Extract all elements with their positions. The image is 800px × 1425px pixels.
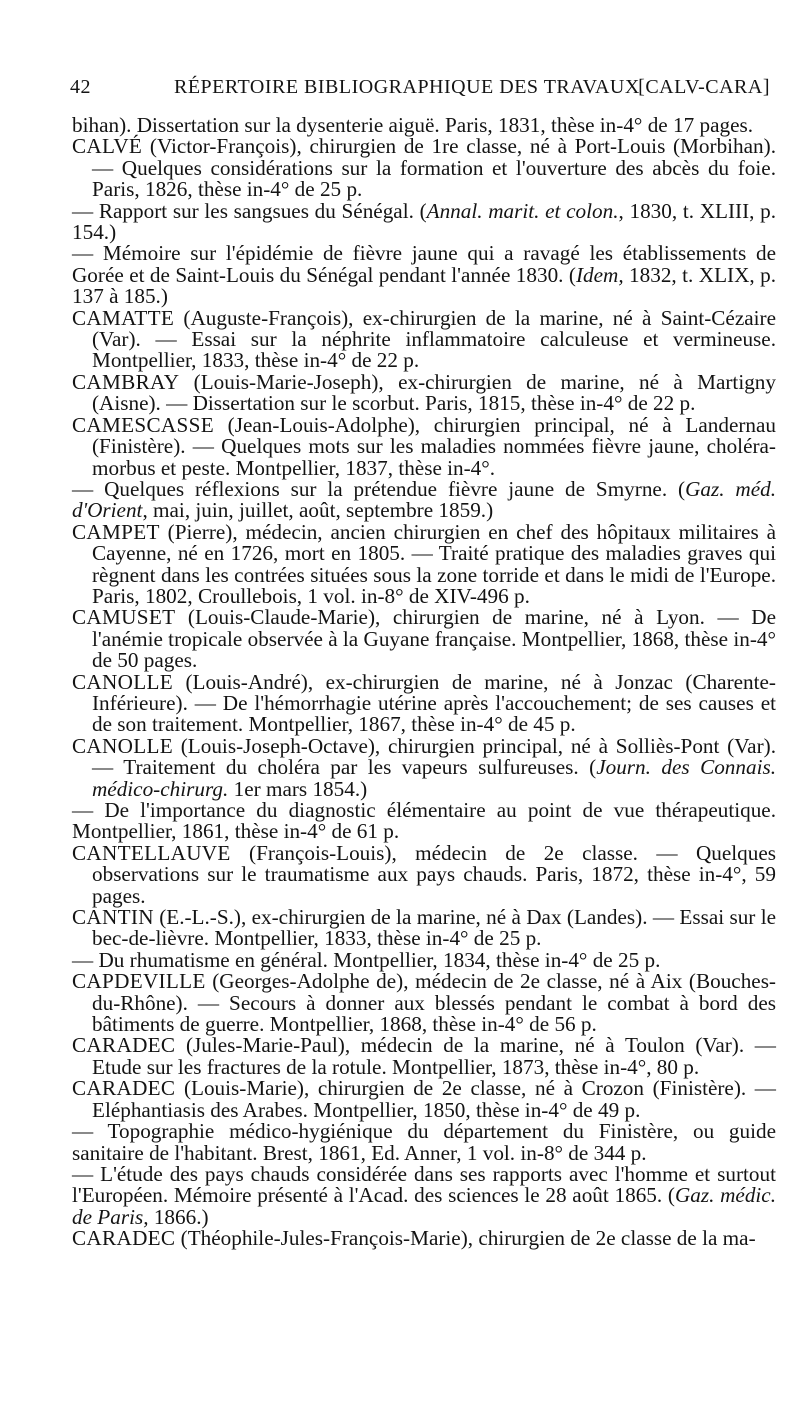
entry-text: (Louis-Marie-Joseph), ex-chirurgien de marine, né à Martigny (Aisne). — Dissertation sur le scorbut. Paris, 1815, thèse in-4° de 22 p. — [92, 369, 776, 416]
entry-text: (Louis-Marie), chirurgien de 2e classe, né à Crozon (Finistère). — Eléphantiasis des Arabes. Montpellier, 1850, thèse in-4° de 49 p. — [92, 1076, 776, 1122]
entries-list — [72, 115, 776, 1250]
entry-text: — De l'importance du diagnostic élémentaire au point de vue thérapeutique. Montpellier, 1861, thèse in-4° de 61 p. — [72, 798, 776, 844]
entry-text: (Théophile-Jules-François-Marie), chirurgien de 2e classe de la ma- — [175, 1226, 756, 1251]
entry-text: (Auguste-François), ex-chirurgien de la marine, né à Saint-Cézaire (Var). — Essai sur la néphrite inflammatoire calculeuse et vermineuse. Montpellier, 1833, thèse in-4° de 22 p. — [92, 305, 776, 373]
bibliography-entry — [72, 412, 776, 480]
sub-entry — [72, 800, 776, 843]
author-name: CANTELLAUVE — [72, 840, 231, 865]
entry-text: — Rapport sur les sangsues du Sénégal. ( — [72, 198, 427, 223]
author-name: CAMBRAY — [72, 369, 180, 394]
entry-text: — Topographie médico-hygiénique du département du Finistère, ou guide sanitaire de l'habitant. Brest, 1861, Ed. Anner, 1 vol. in-8° de 344 p. — [72, 1119, 776, 1165]
entry-text: (E.-L.-S.), ex-chirurgien de la marine, né à Dax (Landes). — Essai sur le bec-de-lièvre. Montpellier, 1833, thèse in-4° de 25 p. — [92, 905, 776, 951]
author-name: CAMUSET — [72, 605, 176, 630]
header-title: RÉPERTOIRE BIBLIOGRAPHIQUE DES TRAVAUX — [174, 76, 640, 98]
entry-text: (François-Louis), médecin de 2e classe. — Quelques observations sur le traumatisme aux pays chauds. Paris, 1872, thèse in-4°, 59 pages. — [92, 840, 776, 908]
journal-title: Gaz. méd. d'Orient — [72, 476, 776, 523]
author-name: CALVÉ — [72, 134, 143, 159]
author-name: CARADEC — [72, 1076, 176, 1101]
entry-text: (Louis-André), ex-chirurgien de marine, né à Jonzac (Charente-Inférieure). — De l'hémorrhagie utérine après l'accouchement; de ses causes et de son traitement. Montpellier, 1867, thèse in-4° de 45 p. — [92, 669, 776, 737]
sub-entry — [72, 1161, 776, 1229]
sub-entry — [72, 947, 776, 972]
bibliography-entry — [72, 607, 776, 671]
journal-title: Gaz. médic. de Paris, — [72, 1183, 776, 1229]
entry-text: — Quelques réflexions sur la prétendue fièvre jaune de Smyrne. ( — [72, 476, 686, 501]
page-number: 42 — [70, 76, 91, 98]
entry-text: — Mémoire sur l'épidémie de fièvre jaune qui a ravagé les établissements de Gorée et de Saint-Louis du Sénégal pendant l'année 1830. ( — [72, 241, 776, 287]
author-name: CAPDEVILLE — [72, 969, 206, 994]
journal-title: Idem, — [575, 262, 624, 287]
entry-text: — Du rhumatisme en général. Montpellier, 1834, thèse in-4° de 25 p. — [72, 947, 661, 972]
bibliography-entry — [72, 369, 776, 416]
entry-text-tail: 1832, t. XLIX, p. 137 à 185.) — [72, 262, 776, 309]
entry-text: (Victor-François), chirurgien de 1re classe, né à Port-Louis (Morbihan). — Quelques considérations sur la formation et l'ouverture des abcès du foie. Paris, 1826, thèse in-4° de 25 p. — [92, 134, 776, 202]
sub-entry — [72, 1121, 776, 1164]
bibliography-entry — [72, 733, 777, 801]
entry-text-tail: 1er mars 1854.) — [228, 776, 368, 801]
journal-title: Journ. des Connais. médico-chirurg. — [92, 755, 777, 801]
entry-text: (Louis-Claude-Marie), chirurgien de marine, né à Lyon. — De l'anémie tropicale observée à la Guyane française. Montpellier, 1868, thèse in-4° de 50 pages. — [92, 605, 776, 673]
bibliography-entry — [72, 136, 776, 200]
bibliography-entry — [72, 907, 776, 950]
entry-text: — L'étude des pays chauds considérée dans ses rapports avec l'homme et surtout l'Européen. Mémoire présenté à l'Acad. des sciences le 28 août 1865. ( — [72, 1161, 776, 1208]
author-name: CANOLLE — [72, 733, 173, 758]
author-name: CANOLLE — [72, 669, 173, 694]
journal-title: Annal. marit. et colon. — [426, 198, 619, 223]
bibliography-entry — [72, 1035, 776, 1078]
author-name: CAMATTE — [72, 305, 175, 330]
author-name: CARADEC — [72, 1226, 176, 1251]
entry-text: (Georges-Adolphe de), médecin de 2e classe, né à Aix (Bouches-du-Rhône). — Secours à donner aux blessés pendant le combat à bord des bâtiments de guerre. Montpellier, 1868, thèse in-4° de 56 p. — [92, 969, 776, 1037]
bibliography-entry — [72, 1228, 776, 1249]
entry-text: (Jean-Louis-Adolphe), chirurgien principal, né à Landernau (Finistère). — Quelques mots sur les maladies nommées fièvre jaune, choléra-morbus et peste. Montpellier, 1837, thèse in-4°. — [92, 412, 776, 480]
entry-text: bihan). Dissertation sur la dysenterie aiguë. Paris, 1831, thèse in-4° de 17 pages. — [72, 113, 754, 137]
bibliography-entry — [72, 840, 776, 908]
sub-entry — [72, 243, 776, 307]
bibliography-entry — [72, 669, 776, 737]
sub-entry — [72, 476, 776, 523]
author-name: CAMESCASSE — [72, 412, 214, 437]
continued-entry — [72, 115, 776, 136]
bibliography-entry — [72, 971, 776, 1035]
bibliography-entry — [72, 1078, 776, 1121]
author-name: CARADEC — [72, 1033, 176, 1058]
entry-text-tail: , 1830, t. XLIII, p. 154.) — [72, 198, 777, 245]
entry-text: (Pierre), médecin, ancien chirurgien en chef des hôpitaux militaires à Cayenne, né en 1726, mort en 1805. — Traité pratique des maladies graves qui règnent dans les contrées situées sous la zone torride et dans le midi de l'Europe. Paris, 1802, Croullebois, 1 vol. in-8° de XIV-496 p. — [92, 519, 776, 608]
entry-text: (Louis-Joseph-Octave), chirurgien principal, né à Solliès-Pont (Var). — Traitement du choléra par les vapeurs sulfureuses. ( — [92, 733, 776, 780]
author-name: CAMPET — [72, 519, 160, 544]
sub-entry — [72, 198, 777, 245]
entry-text-tail: , mai, juin, juillet, août, septembre 1859.) — [142, 498, 494, 523]
entry-text-tail: 1866.) — [148, 1204, 209, 1229]
header-range: [CALV-CARA] — [638, 76, 770, 98]
entry-text: (Jules-Marie-Paul), médecin de la marine, né à Toulon (Var). — Etude sur les fractures de la rotule. Montpellier, 1873, thèse in-4°, 80 p. — [92, 1033, 776, 1079]
author-name: CANTIN — [72, 905, 154, 930]
bibliography-entry — [72, 519, 776, 608]
bibliography-entry — [72, 305, 776, 373]
